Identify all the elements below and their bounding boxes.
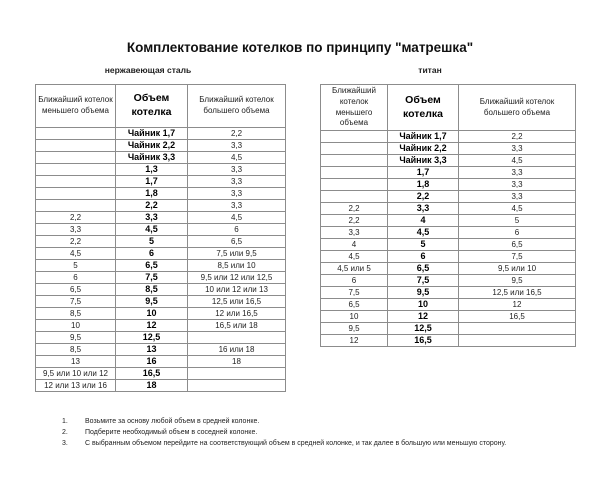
note-number: 3. bbox=[62, 440, 68, 448]
smaller-volume-cell: 9,5 bbox=[36, 332, 116, 344]
larger-volume-cell: 6,5 bbox=[188, 236, 286, 248]
steel-header-smaller: Ближайший котелок меньшего объема bbox=[36, 85, 116, 128]
steel-header-volume: Объем котелка bbox=[116, 85, 188, 128]
larger-volume-cell: 3,3 bbox=[188, 188, 286, 200]
note-number: 1. bbox=[62, 418, 68, 425]
smaller-volume-cell bbox=[36, 176, 116, 188]
volume-cell: Чайник 3,3 bbox=[116, 152, 188, 164]
volume-cell: 2,2 bbox=[388, 191, 459, 203]
table-row bbox=[321, 203, 576, 215]
smaller-volume-cell bbox=[36, 164, 116, 176]
larger-volume-cell: 3,3 bbox=[459, 191, 576, 203]
steel-header-larger: Ближайший котелок большего объема bbox=[188, 85, 286, 128]
table-row bbox=[36, 236, 286, 248]
table-row bbox=[321, 287, 576, 299]
larger-volume-cell: 7,5 или 9,5 bbox=[188, 248, 286, 260]
table-row bbox=[36, 368, 286, 380]
larger-volume-cell: 9,5 или 10 bbox=[459, 263, 576, 275]
steel-table-header bbox=[36, 85, 286, 128]
table-row bbox=[36, 164, 286, 176]
larger-volume-cell: 7,5 bbox=[459, 251, 576, 263]
larger-volume-cell: 3,3 bbox=[188, 200, 286, 212]
smaller-volume-cell bbox=[321, 191, 388, 203]
smaller-volume-cell: 6,5 bbox=[36, 284, 116, 296]
smaller-volume-cell: 9,5 bbox=[321, 323, 388, 335]
smaller-volume-cell: 6 bbox=[36, 272, 116, 284]
larger-volume-cell: 10 или 12 или 13 bbox=[188, 284, 286, 296]
table-row bbox=[321, 251, 576, 263]
notes-list bbox=[62, 418, 582, 451]
volume-cell: 10 bbox=[388, 299, 459, 311]
smaller-volume-cell bbox=[36, 128, 116, 140]
smaller-volume-cell: 7,5 bbox=[321, 287, 388, 299]
table-row bbox=[36, 176, 286, 188]
table-row bbox=[321, 335, 576, 347]
smaller-volume-cell: 6,5 bbox=[321, 299, 388, 311]
table-row bbox=[36, 128, 286, 140]
page-title: Комплектование котелков по принципу "матрешка" bbox=[126, 40, 474, 55]
smaller-volume-cell: 13 bbox=[36, 356, 116, 368]
volume-cell: 7,5 bbox=[388, 275, 459, 287]
table-row bbox=[321, 191, 576, 203]
larger-volume-cell: 16,5 bbox=[459, 311, 576, 323]
larger-volume-cell: 16 или 18 bbox=[188, 344, 286, 356]
volume-cell: 6,5 bbox=[388, 263, 459, 275]
table-row bbox=[36, 248, 286, 260]
volume-cell: 3,3 bbox=[116, 212, 188, 224]
smaller-volume-cell: 10 bbox=[36, 320, 116, 332]
volume-cell: 16,5 bbox=[388, 335, 459, 347]
table-row bbox=[36, 212, 286, 224]
volume-cell: 18 bbox=[116, 380, 188, 392]
smaller-volume-cell: 5 bbox=[36, 260, 116, 272]
table-row bbox=[36, 332, 286, 344]
volume-cell: Чайник 2,2 bbox=[116, 140, 188, 152]
larger-volume-cell: 12 bbox=[459, 299, 576, 311]
larger-volume-cell: 6,5 bbox=[459, 239, 576, 251]
table-row bbox=[36, 260, 286, 272]
smaller-volume-cell bbox=[321, 131, 388, 143]
volume-cell: 12,5 bbox=[116, 332, 188, 344]
table-row bbox=[36, 152, 286, 164]
table-row bbox=[36, 344, 286, 356]
larger-volume-cell: 6 bbox=[188, 224, 286, 236]
table-row bbox=[321, 155, 576, 167]
smaller-volume-cell: 12 или 13 или 16 bbox=[36, 380, 116, 392]
smaller-volume-cell: 8,5 bbox=[36, 344, 116, 356]
note-item bbox=[62, 440, 582, 448]
steel-table-body bbox=[36, 128, 286, 392]
titanium-table-header bbox=[321, 85, 576, 131]
table-row bbox=[321, 167, 576, 179]
smaller-volume-cell: 7,5 bbox=[36, 296, 116, 308]
volume-cell: 1,3 bbox=[116, 164, 188, 176]
table-row bbox=[36, 308, 286, 320]
volume-cell: 5 bbox=[116, 236, 188, 248]
smaller-volume-cell: 2,2 bbox=[321, 215, 388, 227]
table-row bbox=[36, 140, 286, 152]
header-row bbox=[36, 85, 286, 128]
volume-cell: 6 bbox=[388, 251, 459, 263]
smaller-volume-cell: 4,5 bbox=[36, 248, 116, 260]
volume-cell: 7,5 bbox=[116, 272, 188, 284]
volume-cell: Чайник 1,7 bbox=[388, 131, 459, 143]
table-row bbox=[321, 323, 576, 335]
smaller-volume-cell: 4,5 или 5 bbox=[321, 263, 388, 275]
steel-section-label: нержавеющая сталь bbox=[104, 65, 192, 75]
note-text: С выбранным объемом перейдите на соответствующий объем в средней колонке, и так далее в большую или меньшую сторону. bbox=[85, 440, 507, 448]
header-row bbox=[321, 85, 576, 131]
larger-volume-cell: 18 bbox=[188, 356, 286, 368]
larger-volume-cell: 4,5 bbox=[188, 152, 286, 164]
table-row bbox=[36, 356, 286, 368]
table-row bbox=[321, 215, 576, 227]
larger-volume-cell bbox=[188, 332, 286, 344]
smaller-volume-cell: 9,5 или 10 или 12 bbox=[36, 368, 116, 380]
table-row bbox=[321, 275, 576, 287]
volume-cell: 16,5 bbox=[116, 368, 188, 380]
volume-cell: 6 bbox=[116, 248, 188, 260]
smaller-volume-cell: 3,3 bbox=[36, 224, 116, 236]
volume-cell: 12 bbox=[116, 320, 188, 332]
larger-volume-cell bbox=[188, 368, 286, 380]
smaller-volume-cell bbox=[321, 155, 388, 167]
steel-table bbox=[35, 84, 286, 392]
table-row bbox=[36, 272, 286, 284]
larger-volume-cell: 3,3 bbox=[188, 140, 286, 152]
smaller-volume-cell: 12 bbox=[321, 335, 388, 347]
larger-volume-cell: 8,5 или 10 bbox=[188, 260, 286, 272]
table-row bbox=[321, 263, 576, 275]
table-row bbox=[36, 200, 286, 212]
larger-volume-cell: 3,3 bbox=[459, 167, 576, 179]
table-row bbox=[321, 299, 576, 311]
volume-cell: Чайник 1,7 bbox=[116, 128, 188, 140]
larger-volume-cell: 9,5 или 12 или 12,5 bbox=[188, 272, 286, 284]
table-row bbox=[36, 224, 286, 236]
volume-cell: 4,5 bbox=[116, 224, 188, 236]
titanium-table bbox=[320, 84, 576, 347]
volume-cell: 13 bbox=[116, 344, 188, 356]
smaller-volume-cell bbox=[36, 140, 116, 152]
table-row bbox=[321, 131, 576, 143]
volume-cell: 12,5 bbox=[388, 323, 459, 335]
volume-cell: 10 bbox=[116, 308, 188, 320]
smaller-volume-cell bbox=[36, 188, 116, 200]
table-row bbox=[321, 227, 576, 239]
smaller-volume-cell bbox=[321, 143, 388, 155]
table-row bbox=[36, 284, 286, 296]
titanium-table-body bbox=[321, 131, 576, 347]
volume-cell: 4 bbox=[388, 215, 459, 227]
volume-cell: 5 bbox=[388, 239, 459, 251]
volume-cell: Чайник 2,2 bbox=[388, 143, 459, 155]
volume-cell: 1,8 bbox=[388, 179, 459, 191]
volume-cell: 4,5 bbox=[388, 227, 459, 239]
volume-cell: 3,3 bbox=[388, 203, 459, 215]
smaller-volume-cell: 4 bbox=[321, 239, 388, 251]
smaller-volume-cell: 2,2 bbox=[36, 236, 116, 248]
smaller-volume-cell: 6 bbox=[321, 275, 388, 287]
smaller-volume-cell: 2,2 bbox=[36, 212, 116, 224]
smaller-volume-cell bbox=[321, 179, 388, 191]
smaller-volume-cell: 8,5 bbox=[36, 308, 116, 320]
volume-cell: 2,2 bbox=[116, 200, 188, 212]
larger-volume-cell: 12,5 или 16,5 bbox=[459, 287, 576, 299]
larger-volume-cell bbox=[459, 335, 576, 347]
titanium-header-smaller: Ближайший котелок меньшего объема bbox=[321, 85, 388, 131]
titanium-header-volume: Объем котелка bbox=[388, 85, 459, 131]
larger-volume-cell: 3,3 bbox=[459, 143, 576, 155]
table-row bbox=[36, 380, 286, 392]
table-row bbox=[321, 239, 576, 251]
table-row bbox=[321, 179, 576, 191]
larger-volume-cell: 9,5 bbox=[459, 275, 576, 287]
larger-volume-cell: 12 или 16,5 bbox=[188, 308, 286, 320]
table-row bbox=[36, 320, 286, 332]
larger-volume-cell: 3,3 bbox=[459, 179, 576, 191]
table-row bbox=[36, 188, 286, 200]
volume-cell: 9,5 bbox=[116, 296, 188, 308]
larger-volume-cell: 6 bbox=[459, 227, 576, 239]
larger-volume-cell: 12,5 или 16,5 bbox=[188, 296, 286, 308]
table-row bbox=[321, 143, 576, 155]
smaller-volume-cell bbox=[36, 200, 116, 212]
larger-volume-cell: 2,2 bbox=[459, 131, 576, 143]
larger-volume-cell bbox=[459, 323, 576, 335]
smaller-volume-cell bbox=[321, 167, 388, 179]
smaller-volume-cell: 10 bbox=[321, 311, 388, 323]
smaller-volume-cell: 4,5 bbox=[321, 251, 388, 263]
table-row bbox=[36, 296, 286, 308]
larger-volume-cell: 4,5 bbox=[459, 203, 576, 215]
volume-cell: 9,5 bbox=[388, 287, 459, 299]
volume-cell: 12 bbox=[388, 311, 459, 323]
note-text: Подберите необходимый объем в соседней колонке. bbox=[85, 429, 258, 437]
larger-volume-cell: 3,3 bbox=[188, 164, 286, 176]
larger-volume-cell: 4,5 bbox=[459, 155, 576, 167]
titanium-header-larger: Ближайший котелок большего объема bbox=[459, 85, 576, 131]
note-item bbox=[62, 418, 582, 426]
smaller-volume-cell bbox=[36, 152, 116, 164]
volume-cell: 6,5 bbox=[116, 260, 188, 272]
smaller-volume-cell: 3,3 bbox=[321, 227, 388, 239]
larger-volume-cell: 3,3 bbox=[188, 176, 286, 188]
volume-cell: 8,5 bbox=[116, 284, 188, 296]
larger-volume-cell: 5 bbox=[459, 215, 576, 227]
larger-volume-cell: 2,2 bbox=[188, 128, 286, 140]
table-row bbox=[321, 311, 576, 323]
volume-cell: Чайник 3,3 bbox=[388, 155, 459, 167]
volume-cell: 1,7 bbox=[116, 176, 188, 188]
note-item bbox=[62, 429, 582, 437]
volume-cell: 1,7 bbox=[388, 167, 459, 179]
note-text: Возьмите за основу любой объем в средней колонке. bbox=[85, 418, 260, 425]
larger-volume-cell: 4,5 bbox=[188, 212, 286, 224]
volume-cell: 16 bbox=[116, 356, 188, 368]
titanium-section-label: титан bbox=[418, 65, 442, 75]
larger-volume-cell: 16,5 или 18 bbox=[188, 320, 286, 332]
volume-cell: 1,8 bbox=[116, 188, 188, 200]
smaller-volume-cell: 2,2 bbox=[321, 203, 388, 215]
note-number: 2. bbox=[62, 429, 68, 437]
larger-volume-cell bbox=[188, 380, 286, 392]
